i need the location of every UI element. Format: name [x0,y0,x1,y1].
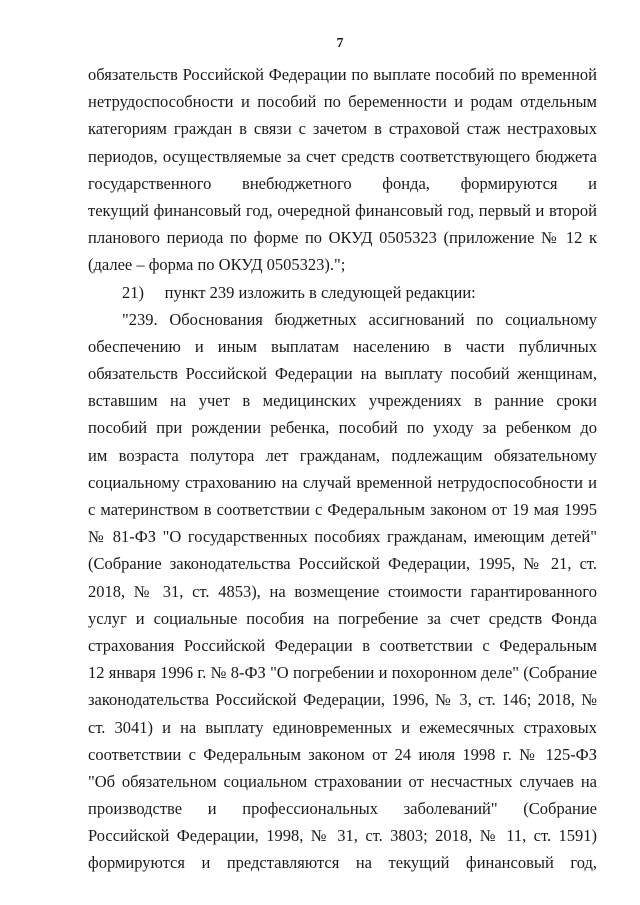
text-line: № 81-ФЗ "О государственных пособиях гражданам, имеющим детей" [88,527,597,547]
text-line: законодательства Российской Федерации, 1996, № 3, ст. 146; 2018, № [88,690,597,710]
text-line: обязательств Российской Федерации на выплату пособий женщинам, [88,364,597,384]
text-line: производстве и профессиональных заболеваний" (Собрание [88,799,597,819]
text-line: с материнством в соответствии с Федеральным законом от 19 мая 1995 [88,500,597,519]
text-line: страхования Российской Федерации в соответствии с Федеральным [88,635,597,655]
text-line: 12 января 1996 г. № 8-ФЗ "О погребении и похоронном деле" (Собрание [88,663,597,683]
text-line: "Об обязательном социальном страховании от несчастных случаев на [88,771,597,791]
text-line: нетрудоспособности и пособий по беременности и родам отдельным [88,92,597,112]
text-line: соответствии с Федеральным законом от 24 июля 1998 г. № 125-ФЗ [88,744,597,764]
text-line: 21) пункт 239 изложить в следующей редакции: [122,282,476,302]
text-line: категориям граждан в связи с зачетом в страховой стаж нестраховых [88,119,597,139]
text-line: пособий при рождении ребенка, пособий по уходу за ребенком до [88,418,597,438]
text-line: периодов, осуществляемые за счет средств соответствующего бюджета [88,146,597,166]
text-line: ст. 3041) и на выплату единовременных и ежемесячных страховых [88,717,597,737]
text-line: (далее – форма по ОКУД 0505323)."; [88,255,346,275]
text-line: государственного внебюджетного фонда, формируются и [88,173,597,193]
text-line: "239. Обоснования бюджетных ассигнований по социальному [122,309,597,329]
text-line: текущий финансовый год, очередной финансовый год, первый и второй [88,200,597,220]
text-line: 2018, № 31, ст. 4853), на возмещение стоимости гарантированного [88,581,597,601]
text-line: (Собрание законодательства Российской Федерации, 1995, № 21, ст. [88,554,597,574]
document-body [88,61,597,877]
text-line: услуг и социальные пособия на погребение за счет средств Фонда [88,608,597,628]
text-line: вставшим на учет в медицинских учреждениях в ранние сроки [88,391,597,411]
text-line: Российской Федерации, 1998, № 31, ст. 3803; 2018, № 11, ст. 1591) [88,826,597,846]
page-number: 7 [336,36,344,51]
text-line: им возраста полутора лет гражданам, подлежащим обязательному [88,445,597,465]
text-line: планового периода по форме по ОКУД 0505323 (приложение № 12 к [88,228,597,248]
text-line: обязательств Российской Федерации по выплате пособий по временной [88,65,597,84]
text-line: социальному страхованию на случай временной нетрудоспособности и [88,472,597,492]
text-line: обеспечению и иным выплатам населению в части публичных [88,336,597,356]
text-line: формируются и представляются на текущий финансовый год, [88,853,597,873]
